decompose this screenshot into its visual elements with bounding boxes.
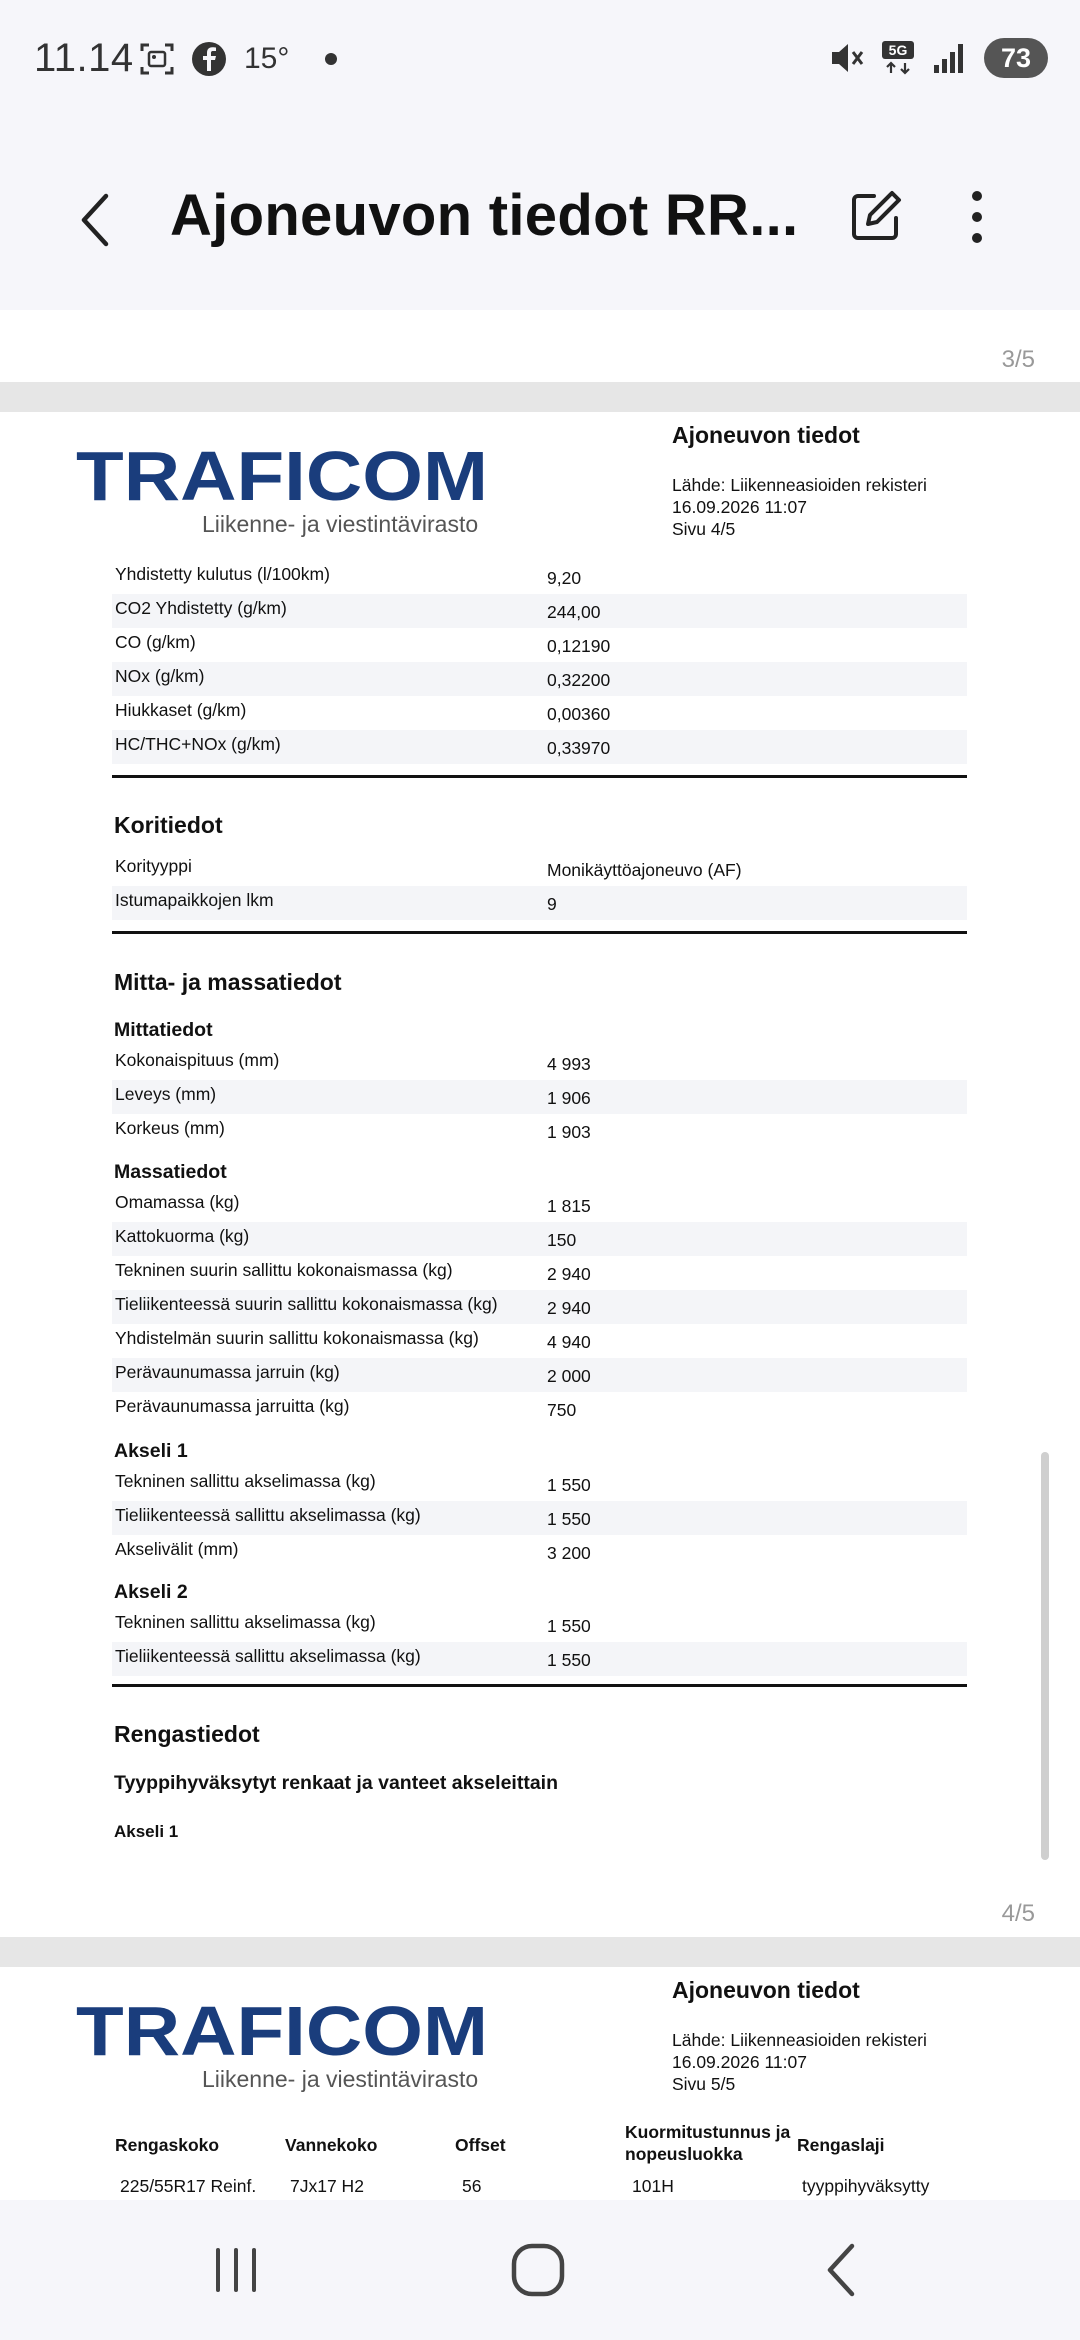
- svg-text:Liikenne- ja viestintävirasto: Liikenne- ja viestintävirasto: [202, 2066, 479, 2092]
- table-row: Tekninen suurin sallittu kokonaismassa (kg) 2 940: [115, 1260, 591, 1284]
- page-header-page: Sivu 5/5: [672, 2074, 736, 2094]
- table-row: Yhdistetty kulutus (l/100km) 9,20: [115, 564, 582, 588]
- svg-text:Liikenne- ja viestintävirasto: Liikenne- ja viestintävirasto: [202, 511, 479, 537]
- subsection-axle-2: Akseli 2: [114, 1581, 188, 1603]
- screenshot-icon: [138, 40, 176, 78]
- edit-icon: [848, 188, 904, 244]
- section-divider: [112, 931, 967, 934]
- column-header: Kuormitustunnus ja nopeusluokka: [625, 2122, 791, 2164]
- facebook-icon: [190, 40, 228, 78]
- page-header-date: 16.09.2026 11:07: [672, 2052, 807, 2072]
- subsection-measures: Mittatiedot: [114, 1019, 213, 1041]
- page-header-title: Ajoneuvon tiedot: [672, 1977, 860, 2003]
- more-vertical-icon: [960, 186, 994, 248]
- table-cell: 101H: [632, 2176, 674, 2196]
- table-row: Hiukkaset (g/km) 0,00360: [115, 700, 611, 724]
- status-icons-left: [138, 40, 337, 78]
- section-divider: [112, 1684, 967, 1687]
- emissions-table: [112, 560, 967, 764]
- page-header-source: Lähde: Liikenneasioiden rekisteri: [672, 475, 927, 495]
- status-icons-right: [828, 38, 1048, 78]
- table-row: Yhdistelmän suurin sallittu kokonaismassa (kg) 4 940: [115, 1328, 591, 1352]
- measures-table: [112, 1046, 967, 1148]
- table-cell: 56: [462, 2176, 482, 2196]
- table-row: Leveys (mm) 1 906: [112, 1080, 967, 1114]
- page-header-source: Lähde: Liikenneasioiden rekisteri: [672, 2030, 927, 2050]
- masses-table: [112, 1188, 967, 1426]
- table-row: Korkeus (mm) 1 903: [115, 1118, 591, 1142]
- scrollbar[interactable]: [1041, 1452, 1049, 1860]
- table-row: CO (g/km) 0,12190: [115, 632, 611, 656]
- table-row: Istumapaikkojen lkm 9: [112, 886, 967, 920]
- table-row: Kattokuorma (kg) 150: [112, 1222, 967, 1256]
- table-cell: 7Jx17 H2: [290, 2176, 364, 2196]
- tires-axle-label: Akseli 1: [114, 1822, 179, 1841]
- traficom-logo: [76, 1995, 496, 2100]
- page-indicator-3: 3/5: [1001, 346, 1035, 373]
- page-header-page: Sivu 4/5: [672, 519, 736, 539]
- edit-button[interactable]: [848, 188, 904, 244]
- table-row: Perävaunumassa jarruitta (kg) 750: [115, 1396, 577, 1420]
- system-back-button[interactable]: [814, 2240, 874, 2300]
- notification-dot-icon: [325, 53, 337, 65]
- axle1-table: [112, 1467, 967, 1569]
- app-bar: [0, 120, 1080, 310]
- more-options-button[interactable]: [960, 186, 994, 248]
- home-button[interactable]: [508, 2240, 568, 2300]
- back-icon: [814, 2240, 874, 2300]
- table-row: Akselivälit (mm) 3 200: [115, 1539, 591, 1563]
- svg-text:TRAFICOM: TRAFICOM: [76, 440, 488, 515]
- battery-icon: 73: [984, 38, 1048, 78]
- table-row: Kokonaispituus (mm) 4 993: [115, 1050, 591, 1074]
- table-row: Omamassa (kg) 1 815: [115, 1192, 591, 1216]
- table-row: Tieliikenteessä sallittu akselimassa (kg) 1 550: [112, 1642, 967, 1676]
- mute-icon: [828, 39, 866, 77]
- table-row: Tekninen sallittu akselimassa (kg) 1 550: [115, 1471, 591, 1495]
- signal-icon: [932, 39, 970, 77]
- table-row: HC/THC+NOx (g/km) 0,33970: [112, 730, 967, 764]
- page-indicator-4: 4/5: [1001, 1900, 1035, 1927]
- axle2-table: [112, 1608, 967, 1676]
- document-title: Ajoneuvon tiedot RR...: [170, 183, 799, 248]
- tires-subtitle: Tyyppihyväksytyt renkaat ja vanteet akseleittain: [114, 1772, 559, 1794]
- table-cell: tyyppihyväksytty: [802, 2176, 930, 2196]
- back-button[interactable]: [70, 188, 130, 252]
- table-row: Korityyppi Monikäyttöajoneuvo (AF): [115, 856, 742, 880]
- status-bar: [0, 0, 1080, 120]
- home-icon: [508, 2240, 568, 2300]
- page-separator: [0, 1937, 1080, 1967]
- page-header-title: Ajoneuvon tiedot: [672, 422, 860, 448]
- section-title-body: Koritiedot: [114, 812, 223, 838]
- status-time: 11.14: [34, 36, 134, 80]
- section-title-tires: Rengastiedot: [114, 1721, 260, 1747]
- page-separator: [0, 382, 1080, 412]
- table-row: Perävaunumassa jarruin (kg) 2 000: [112, 1358, 967, 1392]
- svg-text:TRAFICOM: TRAFICOM: [76, 1995, 488, 2070]
- network-5g-icon: [880, 39, 918, 77]
- traficom-logo: [76, 440, 496, 545]
- section-title-dimensions: Mitta- ja massatiedot: [114, 969, 342, 995]
- page-header-date: 16.09.2026 11:07: [672, 497, 807, 517]
- recent-apps-icon: [206, 2240, 266, 2300]
- navigation-bar: [0, 2200, 1080, 2340]
- chevron-left-icon: [70, 188, 130, 252]
- table-cell: 225/55R17 Reinf.: [120, 2176, 257, 2196]
- section-divider: [112, 775, 967, 778]
- column-header: Vannekoko: [285, 2135, 378, 2155]
- recent-apps-button[interactable]: [206, 2240, 266, 2300]
- pdf-viewer[interactable]: [0, 310, 1080, 2200]
- svg-text:5G: 5G: [888, 42, 908, 58]
- column-header: Rengaskoko: [115, 2135, 220, 2155]
- table-row: CO2 Yhdistetty (g/km) 244,00: [112, 594, 967, 628]
- table-row: Tekninen sallittu akselimassa (kg) 1 550: [115, 1612, 591, 1636]
- column-header: Rengaslaji: [797, 2135, 885, 2155]
- table-row: Tieliikenteessä sallittu akselimassa (kg) 1 550: [112, 1501, 967, 1535]
- column-header: Offset: [455, 2135, 506, 2155]
- table-row: NOx (g/km) 0,32200: [112, 662, 967, 696]
- subsection-axle-1: Akseli 1: [114, 1440, 188, 1462]
- body-table: [112, 852, 967, 920]
- status-temperature: 15°: [244, 42, 290, 75]
- table-row: Tieliikenteessä suurin sallittu kokonaismassa (kg) 2 940: [112, 1290, 967, 1324]
- subsection-masses: Massatiedot: [114, 1161, 227, 1183]
